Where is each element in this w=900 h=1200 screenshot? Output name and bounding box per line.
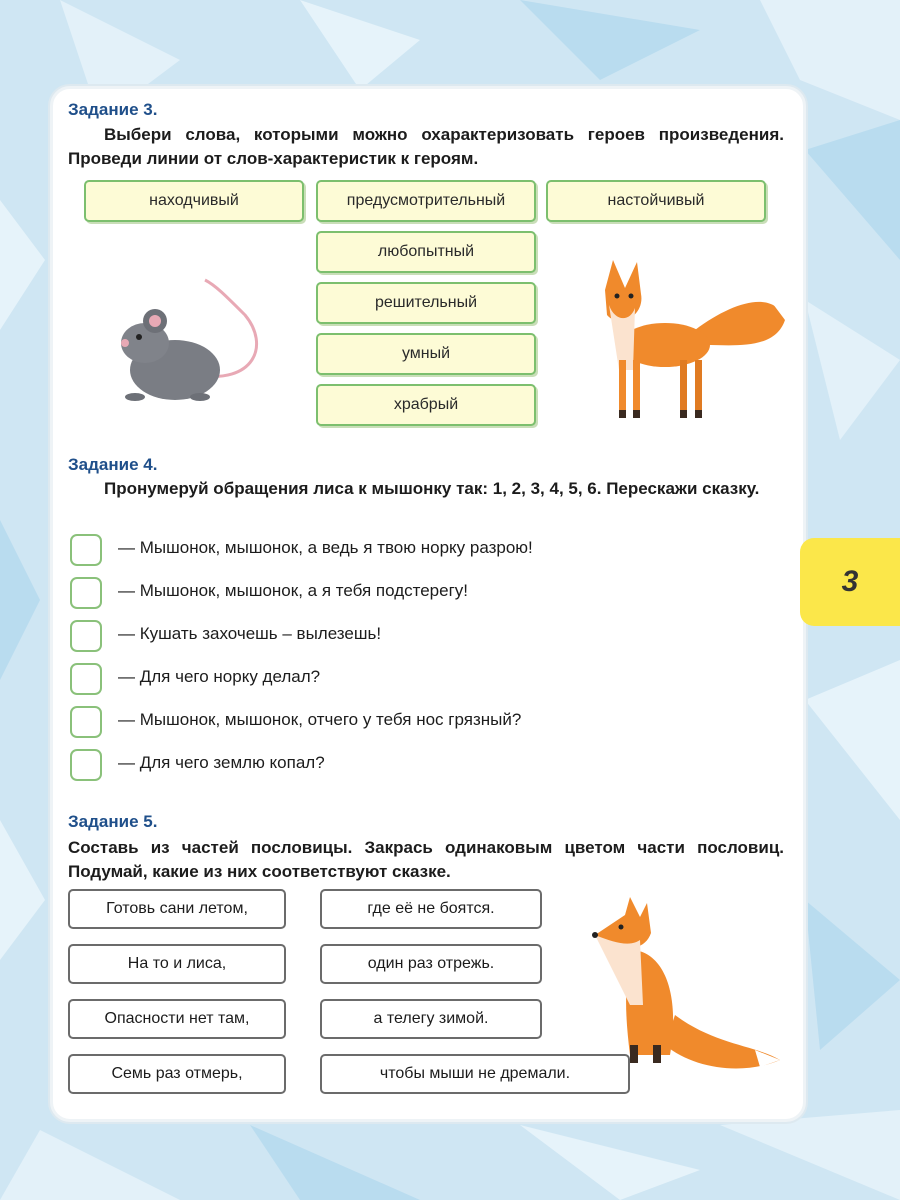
task3-text: Выбери слова, которыми можно охарактеризовать героев произведения. Проведи линии от слов-характеристик к героям. bbox=[68, 125, 784, 168]
phrase-item: — Кушать захочешь – вылезешь! bbox=[118, 624, 382, 643]
number-box[interactable] bbox=[70, 749, 102, 781]
proverb-part-right[interactable]: один раз отрежь. bbox=[320, 944, 542, 984]
phrase-item: — Мышонок, мышонок, а я тебя подстерегу! bbox=[118, 581, 468, 600]
task5-text: Составь из частей пословицы. Закрась одинаковым цветом части пословиц. Подумай, какие из них соответствуют сказке. bbox=[68, 838, 784, 881]
phrase-item: — Для чего норку делал? bbox=[118, 667, 321, 686]
fox-illustration bbox=[575, 260, 790, 425]
task5-title: Задание 5. bbox=[68, 812, 158, 831]
task3-title: Задание 3. bbox=[68, 100, 158, 119]
word-card[interactable]: умный bbox=[316, 333, 536, 375]
proverb-part-left[interactable]: Готовь сани летом, bbox=[68, 889, 286, 929]
number-box[interactable] bbox=[70, 620, 102, 652]
proverb-part-left[interactable]: Семь раз отмерь, bbox=[68, 1054, 286, 1094]
proverb-part-right[interactable]: чтобы мыши не дремали. bbox=[320, 1054, 630, 1094]
word-card[interactable]: настойчивый bbox=[546, 180, 766, 222]
word-card[interactable]: находчивый bbox=[84, 180, 304, 222]
phrase-item: — Мышонок, мышонок, отчего у тебя нос грязный? bbox=[118, 710, 522, 729]
word-card[interactable]: предусмотрительный bbox=[316, 180, 536, 222]
mouse-illustration bbox=[105, 275, 275, 415]
word-card[interactable]: храбрый bbox=[316, 384, 536, 426]
phrase-item: — Для чего землю копал? bbox=[118, 753, 325, 772]
phrase-item: — Мышонок, мышонок, а ведь я твою норку разрою! bbox=[118, 538, 533, 557]
task4-text: Пронумеруй обращения лиса к мышонку так: 1, 2, 3, 4, 5, 6. Перескажи сказку. bbox=[104, 479, 760, 498]
number-box[interactable] bbox=[70, 706, 102, 738]
word-card[interactable]: любопытный bbox=[316, 231, 536, 273]
proverb-part-left[interactable]: На то и лиса, bbox=[68, 944, 286, 984]
number-box[interactable] bbox=[70, 663, 102, 695]
proverb-part-left[interactable]: Опасности нет там, bbox=[68, 999, 286, 1039]
proverb-part-right[interactable]: а телегу зимой. bbox=[320, 999, 542, 1039]
proverb-part-right[interactable]: где её не боятся. bbox=[320, 889, 542, 929]
number-box[interactable] bbox=[70, 577, 102, 609]
task4-title: Задание 4. bbox=[68, 455, 158, 474]
number-box[interactable] bbox=[70, 534, 102, 566]
word-card[interactable]: решительный bbox=[316, 282, 536, 324]
page-tab: 3 bbox=[800, 538, 900, 626]
fox-illustration bbox=[585, 895, 785, 1075]
